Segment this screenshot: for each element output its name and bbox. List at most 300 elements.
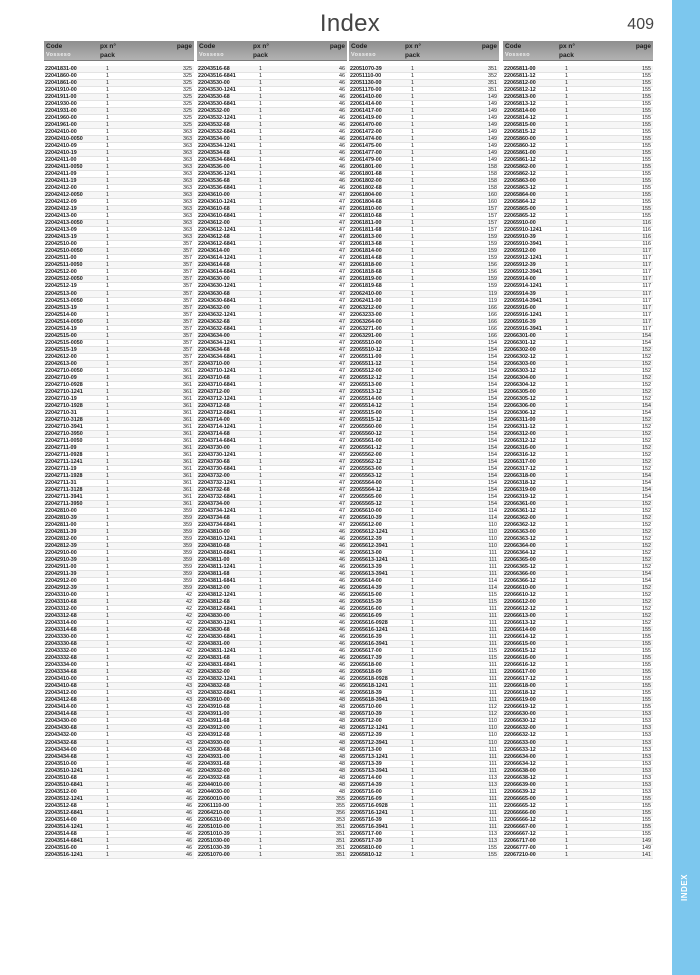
cell-code: 22065560-00	[350, 423, 382, 430]
cell-code: 22043734-68	[198, 515, 230, 521]
cell-page: 117	[642, 255, 651, 262]
cell-code: 22042710-31	[45, 409, 77, 416]
cell-code: 22043634-00	[198, 332, 230, 339]
table-row	[503, 704, 653, 711]
cell-pxn: 1	[411, 472, 414, 479]
cell-pxn: 1	[106, 697, 109, 704]
table-row	[503, 206, 653, 213]
cell-page: 47	[339, 339, 345, 346]
table-row	[503, 480, 653, 487]
header-page: page	[635, 43, 651, 50]
header-pxn: px n°	[405, 43, 421, 50]
cell-pxn: 1	[411, 374, 414, 381]
table-row	[44, 775, 194, 782]
cell-pxn: 1	[106, 332, 109, 339]
cell-pxn: 1	[411, 437, 414, 444]
cell-pxn: 1	[411, 206, 414, 213]
cell-page: 152	[642, 381, 651, 388]
cell-pxn: 1	[259, 185, 262, 192]
index-rows	[349, 66, 499, 859]
table-row	[44, 522, 194, 529]
table-row	[197, 185, 347, 192]
cell-code: 22043516-6841	[198, 73, 236, 80]
cell-page: 47	[339, 416, 345, 423]
table-row	[349, 326, 499, 333]
cell-code: 22044010-00	[198, 781, 230, 788]
table-row	[197, 803, 347, 810]
cell-pxn: 1	[411, 479, 414, 486]
cell-code: 22065613-1241	[350, 557, 388, 564]
cell-pxn: 1	[411, 578, 414, 585]
cell-code: 22043832-6841	[198, 690, 236, 697]
cell-pxn: 1	[565, 283, 568, 290]
cell-pxn: 1	[106, 844, 109, 851]
cell-page: 357	[183, 346, 192, 353]
cell-pxn: 1	[106, 402, 109, 409]
table-row	[44, 459, 194, 466]
table-row	[44, 291, 194, 298]
cell-code: 22065716-09	[350, 795, 382, 802]
table-row	[349, 732, 499, 739]
table-row	[349, 73, 499, 80]
cell-pxn: 1	[106, 430, 109, 437]
cell-page: 155	[642, 101, 651, 108]
cell-pxn: 1	[411, 262, 414, 269]
table-row	[503, 164, 653, 171]
cell-pxn: 1	[259, 360, 262, 367]
cell-pxn: 1	[106, 360, 109, 367]
cell-code: 22065713-3941	[350, 767, 388, 774]
cell-page: 154	[488, 430, 497, 437]
cell-code: 22066317-12	[504, 465, 536, 472]
table-row	[503, 831, 653, 838]
cell-pxn: 1	[411, 199, 414, 206]
header-brand: Vosseso	[505, 52, 531, 58]
table-row	[349, 655, 499, 662]
cell-code: 22043512-1241	[45, 795, 83, 802]
table-row	[197, 375, 347, 382]
cell-code: 22061814-68	[350, 255, 382, 262]
cell-pxn: 1	[565, 557, 568, 564]
cell-code: 22065616-39	[350, 634, 382, 641]
cell-page: 110	[488, 732, 497, 739]
cell-pxn: 1	[106, 213, 109, 220]
cell-code: 22065618-0928	[350, 676, 388, 683]
cell-page: 117	[642, 304, 651, 311]
cell-page: 113	[488, 774, 497, 781]
cell-page: 361	[183, 500, 192, 507]
cell-code: 22043332-68	[45, 655, 77, 662]
cell-pxn: 1	[565, 248, 568, 255]
cell-code: 22043532-00	[198, 108, 230, 115]
cell-code: 22066666-00	[504, 809, 536, 816]
cell-pxn: 1	[259, 437, 262, 444]
cell-page: 48	[339, 746, 345, 753]
table-row	[197, 389, 347, 396]
table-row	[197, 241, 347, 248]
cell-code: 22065716-00	[350, 788, 382, 795]
cell-page: 363	[183, 213, 192, 220]
cell-code: 22043536-00	[198, 164, 230, 171]
cell-code: 22061804-00	[350, 192, 382, 199]
cell-code: 22066615-12	[504, 648, 536, 655]
cell-page: 111	[488, 557, 497, 564]
table-row	[503, 87, 653, 94]
cell-page: 154	[488, 395, 497, 402]
cell-code: 22066366-12	[504, 578, 536, 585]
cell-code: 22065565-12	[350, 500, 382, 507]
cell-code: 22043314-00	[45, 620, 77, 627]
cell-pxn: 1	[106, 94, 109, 101]
table-row	[349, 817, 499, 824]
cell-code: 22042412-09	[45, 199, 77, 206]
table-row	[349, 501, 499, 508]
cell-code: 22043930-68	[198, 746, 230, 753]
column-header	[197, 41, 347, 61]
cell-pxn: 1	[565, 774, 568, 781]
cell-page: 154	[488, 444, 497, 451]
header-page: page	[481, 43, 497, 50]
table-row	[197, 754, 347, 761]
cell-page: 152	[642, 522, 651, 529]
table-row	[503, 529, 653, 536]
cell-code: 22043732-00	[198, 472, 230, 479]
cell-page: 363	[183, 227, 192, 234]
cell-page: 152	[642, 458, 651, 465]
cell-code: 22043732-1241	[198, 479, 236, 486]
cell-page: 166	[488, 318, 497, 325]
cell-page: 117	[642, 325, 651, 332]
table-row	[503, 620, 653, 627]
cell-code: 22066612-00	[504, 599, 536, 606]
cell-pxn: 1	[259, 430, 262, 437]
table-row	[197, 108, 347, 115]
cell-page: 154	[642, 479, 651, 486]
table-row	[503, 613, 653, 620]
table-row	[503, 718, 653, 725]
cell-page: 111	[488, 634, 497, 641]
table-row	[44, 782, 194, 789]
table-row	[197, 136, 347, 143]
table-row	[197, 747, 347, 754]
table-row	[197, 515, 347, 522]
cell-page: 361	[183, 430, 192, 437]
cell-code: 22065863-00	[504, 178, 536, 185]
cell-code: 22066665-12	[504, 802, 536, 809]
table-row	[197, 143, 347, 150]
table-row	[349, 213, 499, 220]
cell-page: 159	[488, 234, 497, 241]
table-row	[197, 227, 347, 234]
cell-code: 22065812-00	[504, 80, 536, 87]
table-row	[503, 494, 653, 501]
table-row	[503, 192, 653, 199]
cell-code: 22042911-39	[45, 571, 77, 578]
cell-page: 47	[339, 409, 345, 416]
cell-page: 48	[339, 774, 345, 781]
header-pxn: px n°	[559, 43, 575, 50]
cell-pxn: 1	[565, 262, 568, 269]
cell-pxn: 1	[411, 697, 414, 704]
cell-pxn: 1	[565, 164, 568, 171]
cell-pxn: 1	[565, 374, 568, 381]
cell-code: 22065916-39	[504, 318, 536, 325]
cell-code: 22042711-3941	[45, 493, 83, 500]
cell-page: 117	[642, 283, 651, 290]
cell-pxn: 1	[411, 788, 414, 795]
cell-pxn: 1	[106, 451, 109, 458]
cell-pxn: 1	[106, 234, 109, 241]
cell-pxn: 1	[565, 767, 568, 774]
cell-pxn: 1	[259, 311, 262, 318]
table-row	[503, 838, 653, 845]
table-row	[197, 452, 347, 459]
cell-code: 22066667-12	[504, 830, 536, 837]
table-row	[503, 768, 653, 775]
cell-pxn: 1	[106, 108, 109, 115]
cell-pxn: 1	[259, 732, 262, 739]
cell-code: 22042412-19	[45, 206, 77, 213]
cell-pxn: 1	[259, 718, 262, 725]
cell-page: 47	[339, 465, 345, 472]
cell-code: 22061811-68	[350, 227, 382, 234]
cell-pxn: 1	[259, 381, 262, 388]
table-row	[349, 424, 499, 431]
cell-page: 42	[186, 599, 192, 606]
table-row	[197, 676, 347, 683]
table-row	[349, 466, 499, 473]
cell-pxn: 1	[259, 395, 262, 402]
cell-pxn: 1	[411, 592, 414, 599]
cell-code: 22063233-00	[350, 311, 382, 318]
table-row	[197, 192, 347, 199]
cell-page: 155	[642, 192, 651, 199]
cell-page: 113	[488, 837, 497, 844]
table-row	[349, 438, 499, 445]
cell-pxn: 1	[259, 788, 262, 795]
cell-pxn: 1	[411, 178, 414, 185]
cell-code: 22065865-12	[504, 213, 536, 220]
cell-page: 149	[488, 101, 497, 108]
cell-code: 22042410-00	[45, 129, 77, 136]
cell-pxn: 1	[411, 143, 414, 150]
cell-pxn: 1	[565, 522, 568, 529]
cell-code: 22043810-68	[198, 543, 230, 550]
cell-page: 155	[642, 816, 651, 823]
cell-pxn: 1	[565, 143, 568, 150]
cell-code: 22043831-1241	[198, 648, 236, 655]
cell-code: 22065716-39	[350, 816, 382, 823]
cell-pxn: 1	[411, 101, 414, 108]
table-row	[44, 361, 194, 368]
table-row	[503, 459, 653, 466]
cell-code: 22066319-00	[504, 486, 536, 493]
cell-pxn: 1	[565, 788, 568, 795]
cell-code: 22043910-00	[198, 697, 230, 704]
cell-pxn: 1	[259, 493, 262, 500]
cell-pxn: 1	[565, 381, 568, 388]
cell-code: 22051010-39	[198, 830, 230, 837]
cell-page: 357	[183, 283, 192, 290]
cell-code: 22066616-12	[504, 662, 536, 669]
cell-code: 22043516-1241	[45, 851, 83, 858]
cell-code: 22066366-00	[504, 571, 536, 578]
cell-code: 22065616-0928	[350, 620, 388, 627]
cell-code: 22043714-68	[198, 430, 230, 437]
cell-code: 22043314-68	[45, 627, 77, 634]
cell-page: 42	[186, 627, 192, 634]
table-row	[197, 648, 347, 655]
cell-page: 359	[183, 578, 192, 585]
table-row	[44, 557, 194, 564]
cell-code: 22043434-00	[45, 746, 77, 753]
table-row	[349, 192, 499, 199]
cell-pxn: 1	[106, 192, 109, 199]
cell-code: 22042710-0928	[45, 381, 83, 388]
cell-page: 325	[183, 115, 192, 122]
cell-page: 353	[336, 816, 345, 823]
cell-pxn: 1	[411, 725, 414, 732]
cell-page: 361	[183, 479, 192, 486]
table-row	[44, 754, 194, 761]
cell-code: 22042910-39	[45, 557, 77, 564]
table-row	[503, 431, 653, 438]
cell-code: 22065563-12	[350, 472, 382, 479]
cell-code: 22061472-00	[350, 129, 382, 136]
table-row	[197, 550, 347, 557]
table-row	[349, 578, 499, 585]
cell-pxn: 1	[411, 353, 414, 360]
table-row	[44, 319, 194, 326]
cell-pxn: 1	[106, 115, 109, 122]
table-row	[44, 241, 194, 248]
table-row	[44, 487, 194, 494]
cell-pxn: 1	[565, 529, 568, 536]
cell-code: 22066615-00	[504, 641, 536, 648]
cell-page: 149	[488, 122, 497, 129]
cell-pxn: 1	[411, 465, 414, 472]
table-row	[503, 578, 653, 585]
table-row	[503, 94, 653, 101]
table-row	[349, 396, 499, 403]
cell-page: 46	[339, 171, 345, 178]
cell-page: 47	[339, 395, 345, 402]
cell-page: 153	[642, 725, 651, 732]
table-row	[44, 536, 194, 543]
cell-code: 22043810-6841	[198, 550, 236, 557]
table-row	[503, 782, 653, 789]
cell-page: 43	[186, 746, 192, 753]
table-row	[197, 283, 347, 290]
cell-pxn: 1	[106, 269, 109, 276]
cell-pxn: 1	[259, 851, 262, 858]
cell-pxn: 1	[411, 73, 414, 80]
cell-code: 22066630-00	[504, 711, 536, 718]
cell-pxn: 1	[411, 781, 414, 788]
cell-page: 351	[336, 837, 345, 844]
cell-code: 22042413-0050	[45, 220, 83, 227]
table-row	[349, 375, 499, 382]
cell-code: 22042412-00	[45, 185, 77, 192]
table-row	[44, 641, 194, 648]
cell-code: 22043536-68	[198, 178, 230, 185]
cell-page: 43	[186, 753, 192, 760]
cell-page: 46	[339, 627, 345, 634]
cell-code: 22065610-00	[350, 507, 382, 514]
cell-pxn: 1	[106, 325, 109, 332]
table-row	[503, 80, 653, 87]
table-row	[503, 599, 653, 606]
table-row	[503, 592, 653, 599]
table-row	[44, 578, 194, 585]
cell-pxn: 1	[106, 550, 109, 557]
cell-page: 153	[642, 746, 651, 753]
cell-code: 22042710-1928	[45, 402, 83, 409]
cell-pxn: 1	[259, 655, 262, 662]
table-row	[503, 690, 653, 697]
cell-pxn: 1	[259, 486, 262, 493]
table-row	[503, 262, 653, 269]
cell-pxn: 1	[259, 122, 262, 129]
cell-pxn: 1	[259, 753, 262, 760]
table-row	[197, 838, 347, 845]
cell-code: 22066362-00	[504, 515, 536, 521]
cell-code: 22065716-0928	[350, 802, 388, 809]
cell-pxn: 1	[411, 276, 414, 283]
cell-pxn: 1	[106, 437, 109, 444]
table-row	[44, 690, 194, 697]
cell-page: 42	[186, 592, 192, 599]
table-row	[503, 796, 653, 803]
cell-page: 47	[339, 206, 345, 213]
cell-code: 22043734-1241	[198, 507, 236, 514]
cell-code: 22066618-00	[504, 683, 536, 690]
cell-page: 117	[642, 318, 651, 325]
table-row	[44, 768, 194, 775]
cell-code: 22043710-00	[198, 360, 230, 367]
cell-page: 46	[186, 802, 192, 809]
cell-pxn: 1	[106, 388, 109, 395]
cell-code: 22065710-39	[350, 711, 382, 718]
cell-code: 22042413-19	[45, 234, 77, 241]
table-row	[197, 480, 347, 487]
table-row	[349, 599, 499, 606]
cell-page: 152	[642, 564, 651, 571]
cell-pxn: 1	[259, 353, 262, 360]
table-row	[197, 424, 347, 431]
cell-page: 47	[339, 297, 345, 304]
cell-page: 155	[642, 185, 651, 192]
table-row	[44, 122, 194, 129]
cell-page: 152	[642, 529, 651, 536]
cell-pxn: 1	[106, 634, 109, 641]
cell-page: 46	[186, 767, 192, 774]
cell-pxn: 1	[411, 304, 414, 311]
cell-pxn: 1	[259, 522, 262, 529]
cell-code: 22061419-00	[350, 115, 382, 122]
cell-pxn: 1	[259, 746, 262, 753]
table-row	[503, 255, 653, 262]
cell-pxn: 1	[565, 66, 568, 72]
cell-code: 22042510-0050	[45, 248, 83, 255]
cell-code: 22043930-00	[198, 739, 230, 746]
cell-code: 22042612-00	[45, 353, 77, 360]
table-row	[349, 690, 499, 697]
cell-page: 46	[339, 578, 345, 585]
cell-page: 155	[642, 136, 651, 143]
table-row	[44, 227, 194, 234]
cell-code: 22043532-6841	[198, 129, 236, 136]
